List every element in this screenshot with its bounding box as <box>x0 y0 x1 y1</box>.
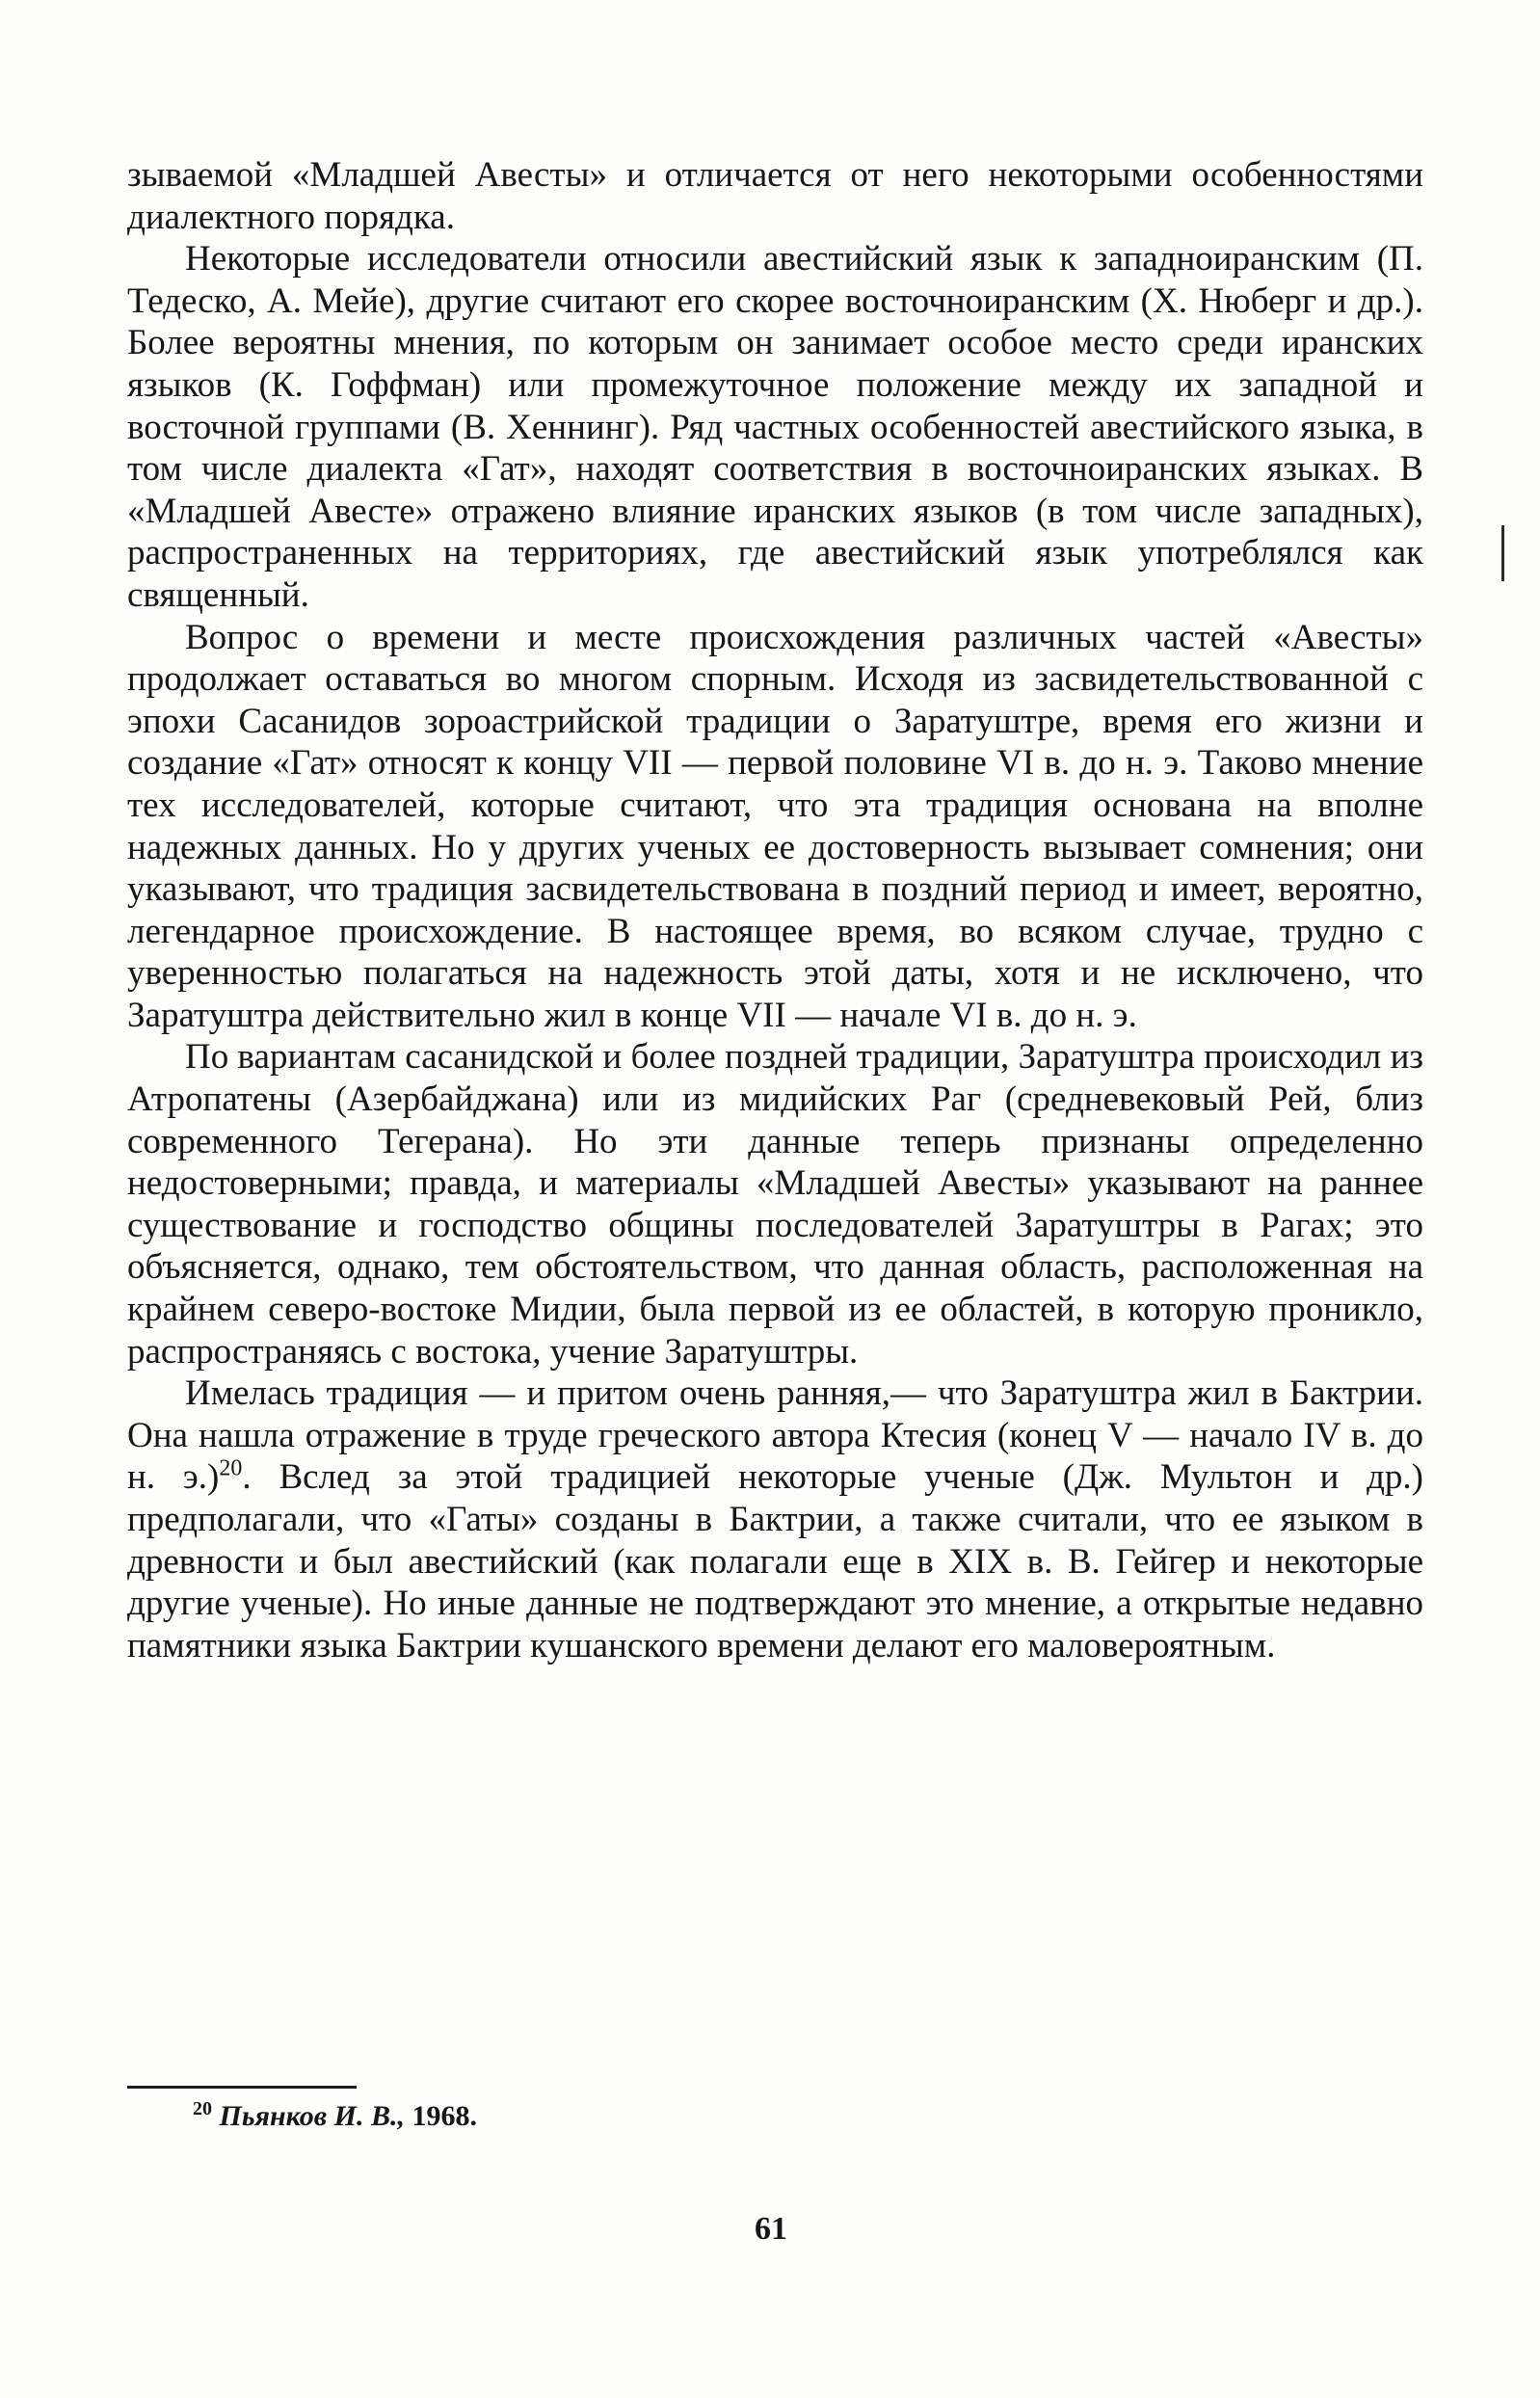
page-number: 61 <box>755 2211 787 2247</box>
footnote-number: 20 <box>193 2098 212 2119</box>
paragraph-bactria-part1: Имелась традиция — и притом очень ранняя,— что Заратуштра жил в Бактрии. Она нашла отражение в труде греческого автора Ктесия (конец V — начало IV в. до н. э.) <box>127 1373 1423 1498</box>
paragraph-bactria-part2: . Вслед за этой традицией некоторые ученые (Дж. Мультон и др.) предполагали, что «Гаты» созданы в Бактрии, а также считали, что ее языком в древности и был авестийский (как полагали еще в XIX в. В. Гейгер и некоторые другие ученые). Но иные данные не подтверждают это мнение, а открытые недавно памятники языка Бактрии кушанского времени делают его маловероятным. <box>127 1457 1423 1665</box>
margin-pencil-mark <box>1501 525 1504 581</box>
footnote-reference: 20 <box>219 1456 243 1482</box>
paragraph-dating: Вопрос о времени и месте происхождения различных частей «Авесты» продолжает оставаться во многом спорным. Исходя из засвидетельствованной с эпохи Сасанидов зороастрийской традиции о Заратуштре, время его жизни и создание «Гат» относят к концу VII — первой половине VI в. до н. э. Таково мнение тех исследователей, которые считают, что эта традиция основана на вполне надежных данных. Но у других ученых ее достоверность вызывает сомнения; они указывают, что традиция засвидетельствована в поздний период и имеет, вероятно, легендарное происхождение. В настоящее время, во всяком случае, трудно с уверенностью полагаться на надежность этой даты, хотя и не исключено, что Заратуштра действительно жил в конце VII — начале VI в. до н. э. <box>127 617 1423 1035</box>
paragraph-bactria <box>127 1372 1423 1666</box>
paragraph-language-classification: Некоторые исследователи относили авестийский язык к западноиранским (П. Тедеско, А. Мейе), другие считают его скорее восточноиранским (Х. Нюберг и др.). Более вероятны мнения, по которым он занимает особое место среди иранских языков (К. Гоффман) или промежуточное положение между их западной и восточной группами (В. Хеннинг). Ряд частных особенностей авестийского языка, в том числе диалекта «Гат», находят соответствия в восточноиранских языках. В «Младшей Авесте» отражено влияние иранских языков (в том числе западных), распространенных на территориях, где авестийский язык употреблялся как священный. <box>127 239 1423 615</box>
footnote-year: 1968. <box>412 2100 477 2132</box>
footnote <box>193 2099 477 2134</box>
paragraph-continuation: зываемой «Младшей Авесты» и отличается от него некоторыми особенностями диалектного порядка. <box>127 155 1423 237</box>
footnote-author: Пьянков И. В., <box>219 2100 405 2132</box>
main-text <box>127 154 1423 1666</box>
footnote-divider <box>127 2086 357 2089</box>
paragraph-origin-media: По вариантам сасанидской и более поздней традиции, Заратуштра происходил из Атропатены (Азербайджана) или из мидийских Раг (средневековый Рей, близ современного Тегерана). Но эти данные теперь признаны определенно недостоверными; правда, и материалы «Младшей Авесты» указывают на раннее существование и господство общины последователей Заратуштры в Рагах; это объясняется, однако, тем обстоятельством, что данная область, расположенная на крайнем северо-востоке Мидии, была первой из ее областей, в которую проникло, распространяясь с востока, учение Заратуштры. <box>127 1037 1423 1372</box>
